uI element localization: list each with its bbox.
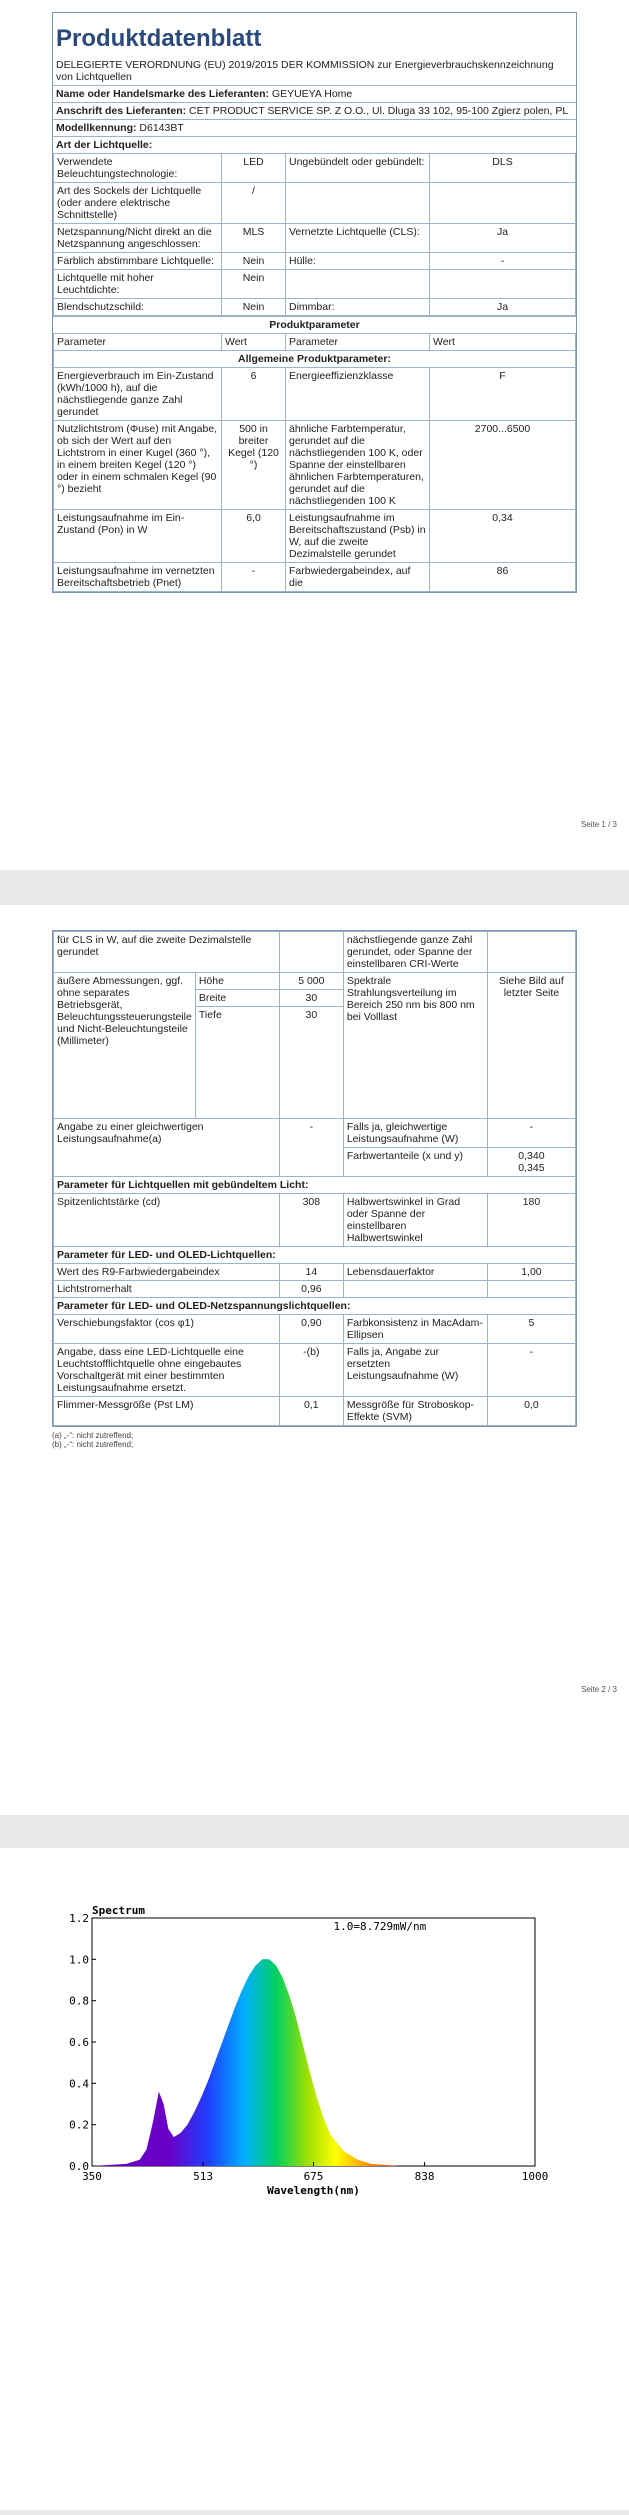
led-v1: 0,96	[279, 1281, 343, 1298]
p2-top-row	[54, 932, 576, 973]
footnote-a: (a) „-“: nicht zutreffend;	[52, 1431, 134, 1440]
type-l2: Ungebündelt oder gebündelt:	[286, 154, 430, 183]
mains-l2: Falls ja, Angabe zur ersetzten Leistungsaufnahme (W)	[343, 1344, 487, 1397]
general-v2: F	[430, 368, 576, 421]
y-tick-label: 1.2	[69, 1912, 89, 1925]
type-v2	[430, 270, 576, 299]
led-v2: 1,00	[487, 1264, 575, 1281]
p2-top-l1: für CLS in W, auf die zweite Dezimalstelle gerundet	[54, 932, 280, 973]
directional-row	[54, 1194, 576, 1247]
type-v1: Nein	[222, 270, 286, 299]
params-header: Produktparameter	[53, 316, 576, 333]
mains-v2: 5	[487, 1315, 575, 1344]
supplier-name: GEYUEYA Home	[271, 88, 353, 100]
general-l2: ähnliche Farbtemperatur, gerundet auf die nächstliegenden 100 K, oder Spanne der einstellbaren ähnlichen Farbtemperaturen, gerundet auf die nächstliegenden 100 K	[286, 421, 430, 510]
supplier-address-label: Anschrift des Lieferanten:	[56, 105, 187, 117]
y-tick-label: 0.6	[69, 2036, 89, 2049]
type-l1: Art des Sockels der Lichtquelle (oder andere elektrische Schnittstelle)	[54, 183, 222, 224]
chart-title: Spectrum	[92, 1904, 145, 1917]
page-number-2: Seite 2 / 3	[580, 1685, 617, 1694]
type-l2	[286, 183, 430, 224]
mains-row	[54, 1397, 576, 1426]
col-value-header-2: Wert	[430, 334, 576, 351]
general-l1: Energieverbrauch im Ein-Zustand (kWh/1000 h), auf die nächstliegende ganze Zahl gerundet	[54, 368, 222, 421]
led-l1: Lichtstromerhalt	[54, 1281, 280, 1298]
general-row	[54, 368, 576, 421]
type-v2: Ja	[430, 299, 576, 316]
general-v2: 0,34	[430, 510, 576, 563]
type-v2: Ja	[430, 224, 576, 253]
type-v2: -	[430, 253, 576, 270]
mains-header: Parameter für LED- und OLED-Netzspannungslichtquellen:	[54, 1298, 576, 1315]
mains-v1: -(b)	[279, 1344, 343, 1397]
general-v1: 500 in breiter Kegel (120 °)	[222, 421, 286, 510]
mains-v1: 0,90	[279, 1315, 343, 1344]
supplier-name-row	[53, 85, 576, 102]
led-header: Parameter für LED- und OLED-Lichtquellen:	[54, 1247, 576, 1264]
dim-name-1: Breite	[195, 990, 279, 1007]
type-v1: /	[222, 183, 286, 224]
supplier-address-row	[53, 102, 576, 119]
general-l1: Nutzlichtstrom (Φuse) mit Angabe, ob sich der Wert auf den Lichtstrom in einer Kugel (360 °), in einem breiten Kegel (120 °) oder in einem schmalen Kegel (90 °) bezieht	[54, 421, 222, 510]
general-v1: 6	[222, 368, 286, 421]
spectral-value: Siehe Bild auf letzter Seite	[487, 973, 575, 1119]
type-l2	[286, 270, 430, 299]
x-tick-label: 513	[193, 2170, 214, 2183]
general-l2: Leistungsaufnahme im Bereitschaftszustand (Psb) in W, auf die zweite Dezimalstelle gerundet	[286, 510, 430, 563]
y-tick-label: 1.0	[69, 1953, 89, 1967]
general-l2: Farbwiedergabeindex, auf die	[286, 563, 430, 592]
type-row	[54, 224, 576, 253]
type-l2: Hülle:	[286, 253, 430, 270]
spectrum-chart	[0, 1848, 629, 2510]
x-tick-label: 350	[82, 2170, 102, 2183]
x-tick-label: 838	[414, 2170, 435, 2183]
general-v1: 6,0	[222, 510, 286, 563]
mains-row	[54, 1344, 576, 1397]
p2-top-v2	[487, 932, 575, 973]
directional-v2: 180	[487, 1194, 575, 1247]
mains-l2: Farbkonsistenz in MacAdam-Ellipsen	[343, 1315, 487, 1344]
general-l1: Leistungsaufnahme im Ein-Zustand (Pon) in W	[54, 510, 222, 563]
general-row	[54, 563, 576, 592]
y-tick-label: 0.2	[69, 2118, 89, 2132]
type-v2	[430, 183, 576, 224]
page2-table	[53, 931, 576, 1426]
mains-v2: -	[487, 1344, 575, 1397]
type-v1: Nein	[222, 253, 286, 270]
type-table	[53, 153, 576, 316]
supplier-name-label: Name oder Handelsmarke des Lieferanten:	[56, 88, 269, 100]
mains-l2: Messgröße für Stroboskop-Effekte (SVM)	[343, 1397, 487, 1426]
col-value-header: Wert	[222, 334, 286, 351]
type-row	[54, 253, 576, 270]
mains-l1: Angabe, dass eine LED-Lichtquelle eine Leuchtstofflichtquelle ohne eingebautes Vorschaltgerät mit einer bestimmten Leistungsaufnahme ersetzt.	[54, 1344, 280, 1397]
p2-top-v1	[279, 932, 343, 973]
led-row	[54, 1264, 576, 1281]
x-tick-label: 675	[303, 2170, 324, 2183]
dim-name-2: Tiefe	[195, 1007, 279, 1119]
equiv-value: -	[279, 1119, 343, 1177]
directional-l1: Spitzenlichtstärke (cd)	[54, 1194, 280, 1247]
type-row	[54, 154, 576, 183]
mains-l1: Verschiebungsfaktor (cos φ1)	[54, 1315, 280, 1344]
type-l1: Verwendete Beleuchtungstechnologie:	[54, 154, 222, 183]
general-l2: Energieeffizienzklasse	[286, 368, 430, 421]
chart-annotation: 1.0=8.729mW/nm	[333, 1920, 427, 1933]
dims-label: äußere Abmessungen, ggf. ohne separates Betriebsgerät, Beleuchtungssteuerungsteile und Nicht-Beleuchtungsteile (Millimeter)	[54, 973, 196, 1119]
type-l1: Farblich abstimmbare Lichtquelle:	[54, 253, 222, 270]
led-v2	[487, 1281, 575, 1298]
dim-name-0: Höhe	[195, 973, 279, 990]
type-v1: Nein	[222, 299, 286, 316]
p2-top-l2: nächstliegende ganze Zahl gerundet, oder Spanne der einstellbaren CRI-Werte	[343, 932, 487, 973]
dim-value-2: 30	[279, 1007, 343, 1119]
type-row	[54, 270, 576, 299]
type-v1: LED	[222, 154, 286, 183]
model-value: D6143BT	[139, 122, 184, 134]
type-l2: Vernetzte Lichtquelle (CLS):	[286, 224, 430, 253]
general-v2: 2700...6500	[430, 421, 576, 510]
model-row	[53, 119, 576, 136]
dim-value-1: 30	[279, 990, 343, 1007]
general-l1: Leistungsaufnahme im vernetzten Bereitschaftsbetrieb (Pnet)	[54, 563, 222, 592]
type-v2: DLS	[430, 154, 576, 183]
footnotes	[52, 1431, 577, 1449]
led-l1: Wert des R9-Farbwiedergabeindex	[54, 1264, 280, 1281]
type-l1: Lichtquelle mit hoher Leuchtdichte:	[54, 270, 222, 299]
x-axis-label: Wavelength(nm)	[267, 2184, 360, 2197]
general-v2: 86	[430, 563, 576, 592]
general-row	[54, 421, 576, 510]
x-tick-label: 1000	[521, 2170, 549, 2183]
y-tick-label: 0.8	[69, 1994, 89, 2008]
equiv-v2: -	[487, 1119, 575, 1148]
type-v1: MLS	[222, 224, 286, 253]
type-l2: Dimmbar:	[286, 299, 430, 316]
led-l2: Lebensdauerfaktor	[343, 1264, 487, 1281]
mains-l1: Flimmer-Messgröße (Pst LM)	[54, 1397, 280, 1426]
page-1	[0, 0, 629, 870]
led-row	[54, 1281, 576, 1298]
mains-v2: 0,0	[487, 1397, 575, 1426]
datasheet-page-1	[52, 12, 577, 593]
regulation-text: DELEGIERTE VERORDNUNG (EU) 2019/2015 DER KOMMISSION zur Energieverbrauchskennzeichnung von Lichtquellen	[56, 59, 554, 83]
model-label: Modellkennung:	[56, 122, 137, 134]
page-number-1: Seite 1 / 3	[580, 820, 617, 829]
directional-l2: Halbwertswinkel in Grad oder Spanne der einstellbaren Halbwertswinkel	[343, 1194, 487, 1247]
directional-header: Parameter für Lichtquellen mit gebündeltem Licht:	[54, 1177, 576, 1194]
general-row	[54, 510, 576, 563]
page-2	[0, 905, 629, 1815]
equiv-l2: Falls ja, gleichwertige Leistungsaufnahme (W)	[343, 1119, 487, 1148]
col-param-header: Parameter	[54, 334, 222, 351]
page-3	[0, 1848, 629, 2510]
led-v1: 14	[279, 1264, 343, 1281]
type-l1: Blendschutzschild:	[54, 299, 222, 316]
datasheet-page-2	[52, 930, 577, 1427]
document-title: Produktdatenblatt	[56, 25, 262, 52]
mains-v1: 0,1	[279, 1397, 343, 1426]
col-param-header-2: Parameter	[286, 334, 430, 351]
color-label: Farbwertanteile (x und y)	[343, 1148, 487, 1177]
equiv-label: Angabe zu einer gleichwertigen Leistungsaufnahme(a)	[54, 1119, 280, 1177]
footnote-b: (b) „-“: nicht zutreffend;	[52, 1440, 134, 1449]
spectral-label: Spektrale Strahlungsverteilung im Bereich 250 nm bis 800 nm bei Volllast	[343, 973, 487, 1119]
y-tick-label: 0.4	[69, 2077, 89, 2091]
params-table	[53, 333, 576, 592]
general-header: Allgemeine Produktparameter:	[54, 351, 576, 368]
dim-value-0: 5 000	[279, 973, 343, 990]
mains-row	[54, 1315, 576, 1344]
led-l2	[343, 1281, 487, 1298]
y-tick-label: 0.0	[69, 2160, 89, 2173]
supplier-address: CET PRODUCT SERVICE SP. Z O.O., Ul. Dluga 33 102, 95-100 Zgierz polen, PL	[189, 105, 569, 117]
type-row	[54, 299, 576, 316]
directional-v1: 308	[279, 1194, 343, 1247]
type-l1: Netzspannung/Nicht direkt an die Netzspannung angeschlossen:	[54, 224, 222, 253]
general-v1: -	[222, 563, 286, 592]
type-row	[54, 183, 576, 224]
type-header: Art der Lichtquelle:	[53, 136, 576, 153]
color-value: 0,340 0,345	[487, 1148, 575, 1177]
